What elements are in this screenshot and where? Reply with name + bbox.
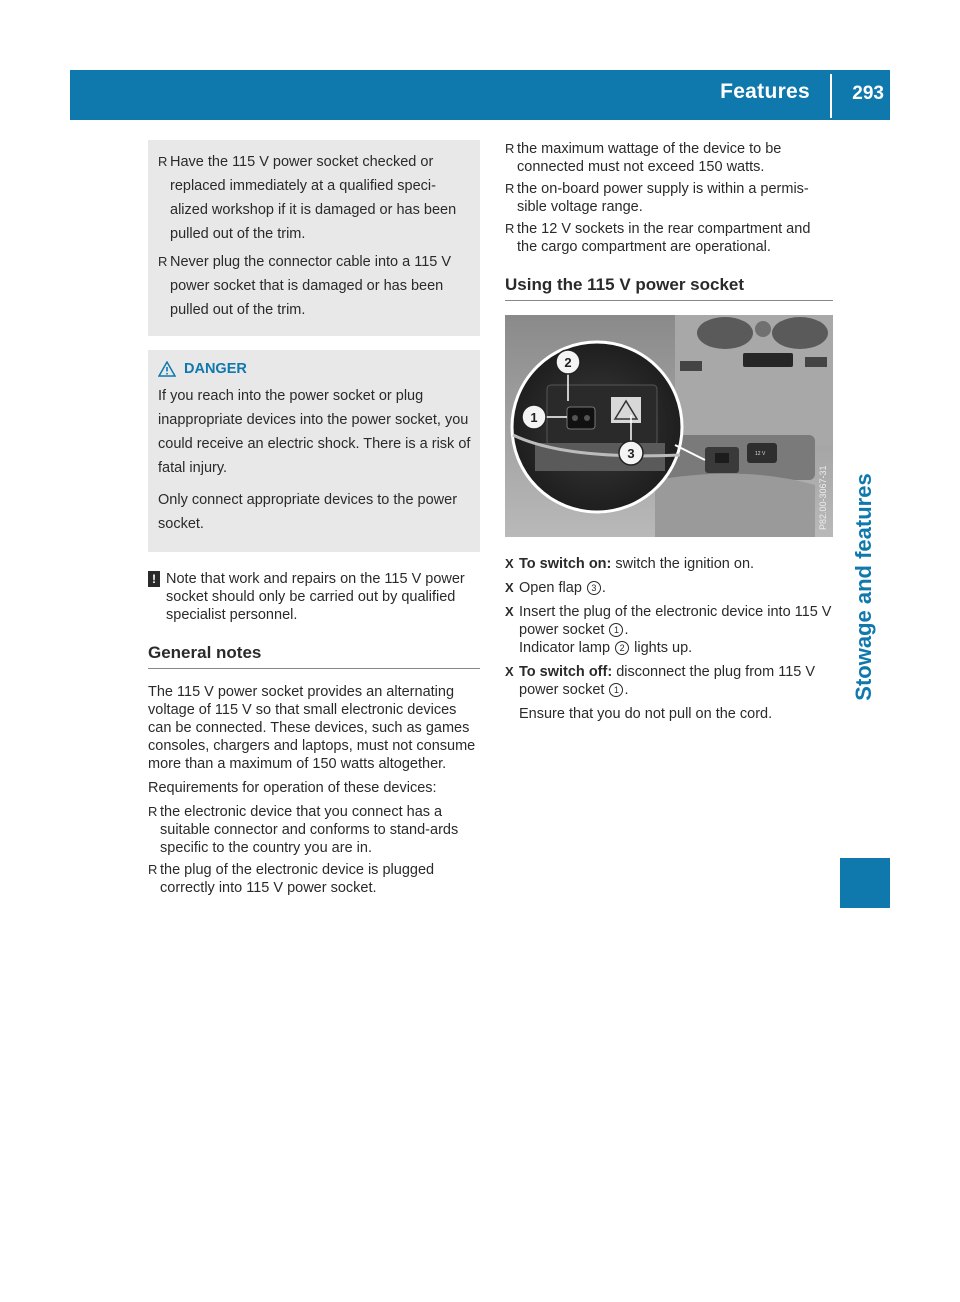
photo-code: P82.00-3067-31 — [818, 465, 828, 530]
section-title: Features — [720, 80, 810, 103]
power-socket-photo — [505, 315, 833, 537]
list-item: R the maximum wattage of the device to be connected must not exceed 150 watts. — [505, 141, 782, 175]
header-bar — [70, 70, 890, 120]
warning-triangle-icon — [158, 361, 176, 377]
chapter-tab — [840, 858, 890, 908]
step-open-flap: X Open flap 3 . — [505, 580, 606, 596]
right-column — [505, 140, 833, 729]
bullet-icon: R — [158, 154, 168, 169]
warning-box — [148, 140, 480, 336]
list-item: R the on-board power supply is within a permis-sible voltage range. — [505, 181, 809, 215]
bullet-icon: R — [505, 221, 515, 236]
step-arrow-icon: X — [505, 556, 514, 571]
callout-3: 3 — [627, 446, 635, 461]
callout-ref-1: 1 — [609, 623, 623, 637]
bullet-icon: R — [148, 862, 158, 877]
callout-2: 2 — [564, 355, 572, 370]
step-insert-plug: X Insert the plug of the electronic device into 115 V power socket 1 . Indicator lamp 2 lights up. — [505, 604, 832, 656]
list-item: R the plug of the electronic device is plugged correctly into 115 V power socket. — [148, 862, 435, 896]
section-heading-general-notes: General notes — [148, 644, 480, 669]
paragraph: Requirements for operation of these devices: — [148, 780, 437, 796]
chapter-label-text: Stowage and features — [851, 473, 876, 701]
step-arrow-icon: X — [505, 604, 514, 619]
section-heading-using-socket: Using the 115 V power socket — [505, 276, 833, 301]
list-item: R the electronic device that you connect has a suitable connector and conforms to stand-ards specific to the country you are in. — [148, 804, 459, 856]
page-number: 293 — [852, 83, 884, 104]
callout-1: 1 — [530, 410, 538, 425]
step-arrow-icon: X — [505, 580, 514, 595]
bullet-icon: R — [148, 804, 158, 819]
danger-box — [148, 350, 480, 552]
callout-ref-2: 2 — [615, 641, 629, 655]
list-item: R the 12 V sockets in the rear compartment and the cargo compartment are operational. — [505, 221, 811, 255]
step-switch-on: X To switch on: switch the ignition on. — [505, 556, 755, 572]
danger-heading: DANGER — [158, 360, 472, 378]
bullet-icon: R — [505, 181, 515, 196]
list-item: R Never plug the connector cable into a 115 V power socket that is damaged or has been pulled out of the trim. — [158, 250, 472, 322]
step-switch-off: X To switch off: disconnect the plug from 115 V power socket 1 . — [505, 664, 816, 698]
step-arrow-icon: X — [505, 664, 514, 679]
paragraph: Ensure that you do not pull on the cord. — [519, 706, 773, 722]
callout-ref-3: 3 — [587, 581, 601, 595]
header-divider — [830, 74, 832, 118]
callout-ref-1: 1 — [609, 683, 623, 697]
danger-text: If you reach into the power socket or plug inappropriate devices into the power socket, you could receive an electric shock. There is a risk of fatal injury. — [158, 388, 471, 476]
exclamation-icon: ! — [148, 571, 160, 587]
note: ! Note that work and repairs on the 115 V power socket should only be carried out by qualified specialist personnel. — [148, 570, 480, 624]
left-column — [148, 140, 480, 901]
bullet-icon: R — [505, 141, 515, 156]
socket-label-12v: 12 V — [755, 451, 766, 457]
chapter-side-label — [844, 452, 884, 722]
danger-instruction: Only connect appropriate devices to the power socket. — [158, 492, 458, 532]
bullet-icon: R — [158, 254, 168, 269]
list-item: R Have the 115 V power socket checked or replaced immediately at a qualified speci-alized workshop if it is damaged or has been pulled out of the trim. — [158, 150, 472, 246]
paragraph: The 115 V power socket provides an alternating voltage of 115 V so that small electronic devices can be connected. These devices, such as games consoles, chargers and laptops, must not consume more than a maximum of 150 watts altogether. — [148, 684, 476, 772]
